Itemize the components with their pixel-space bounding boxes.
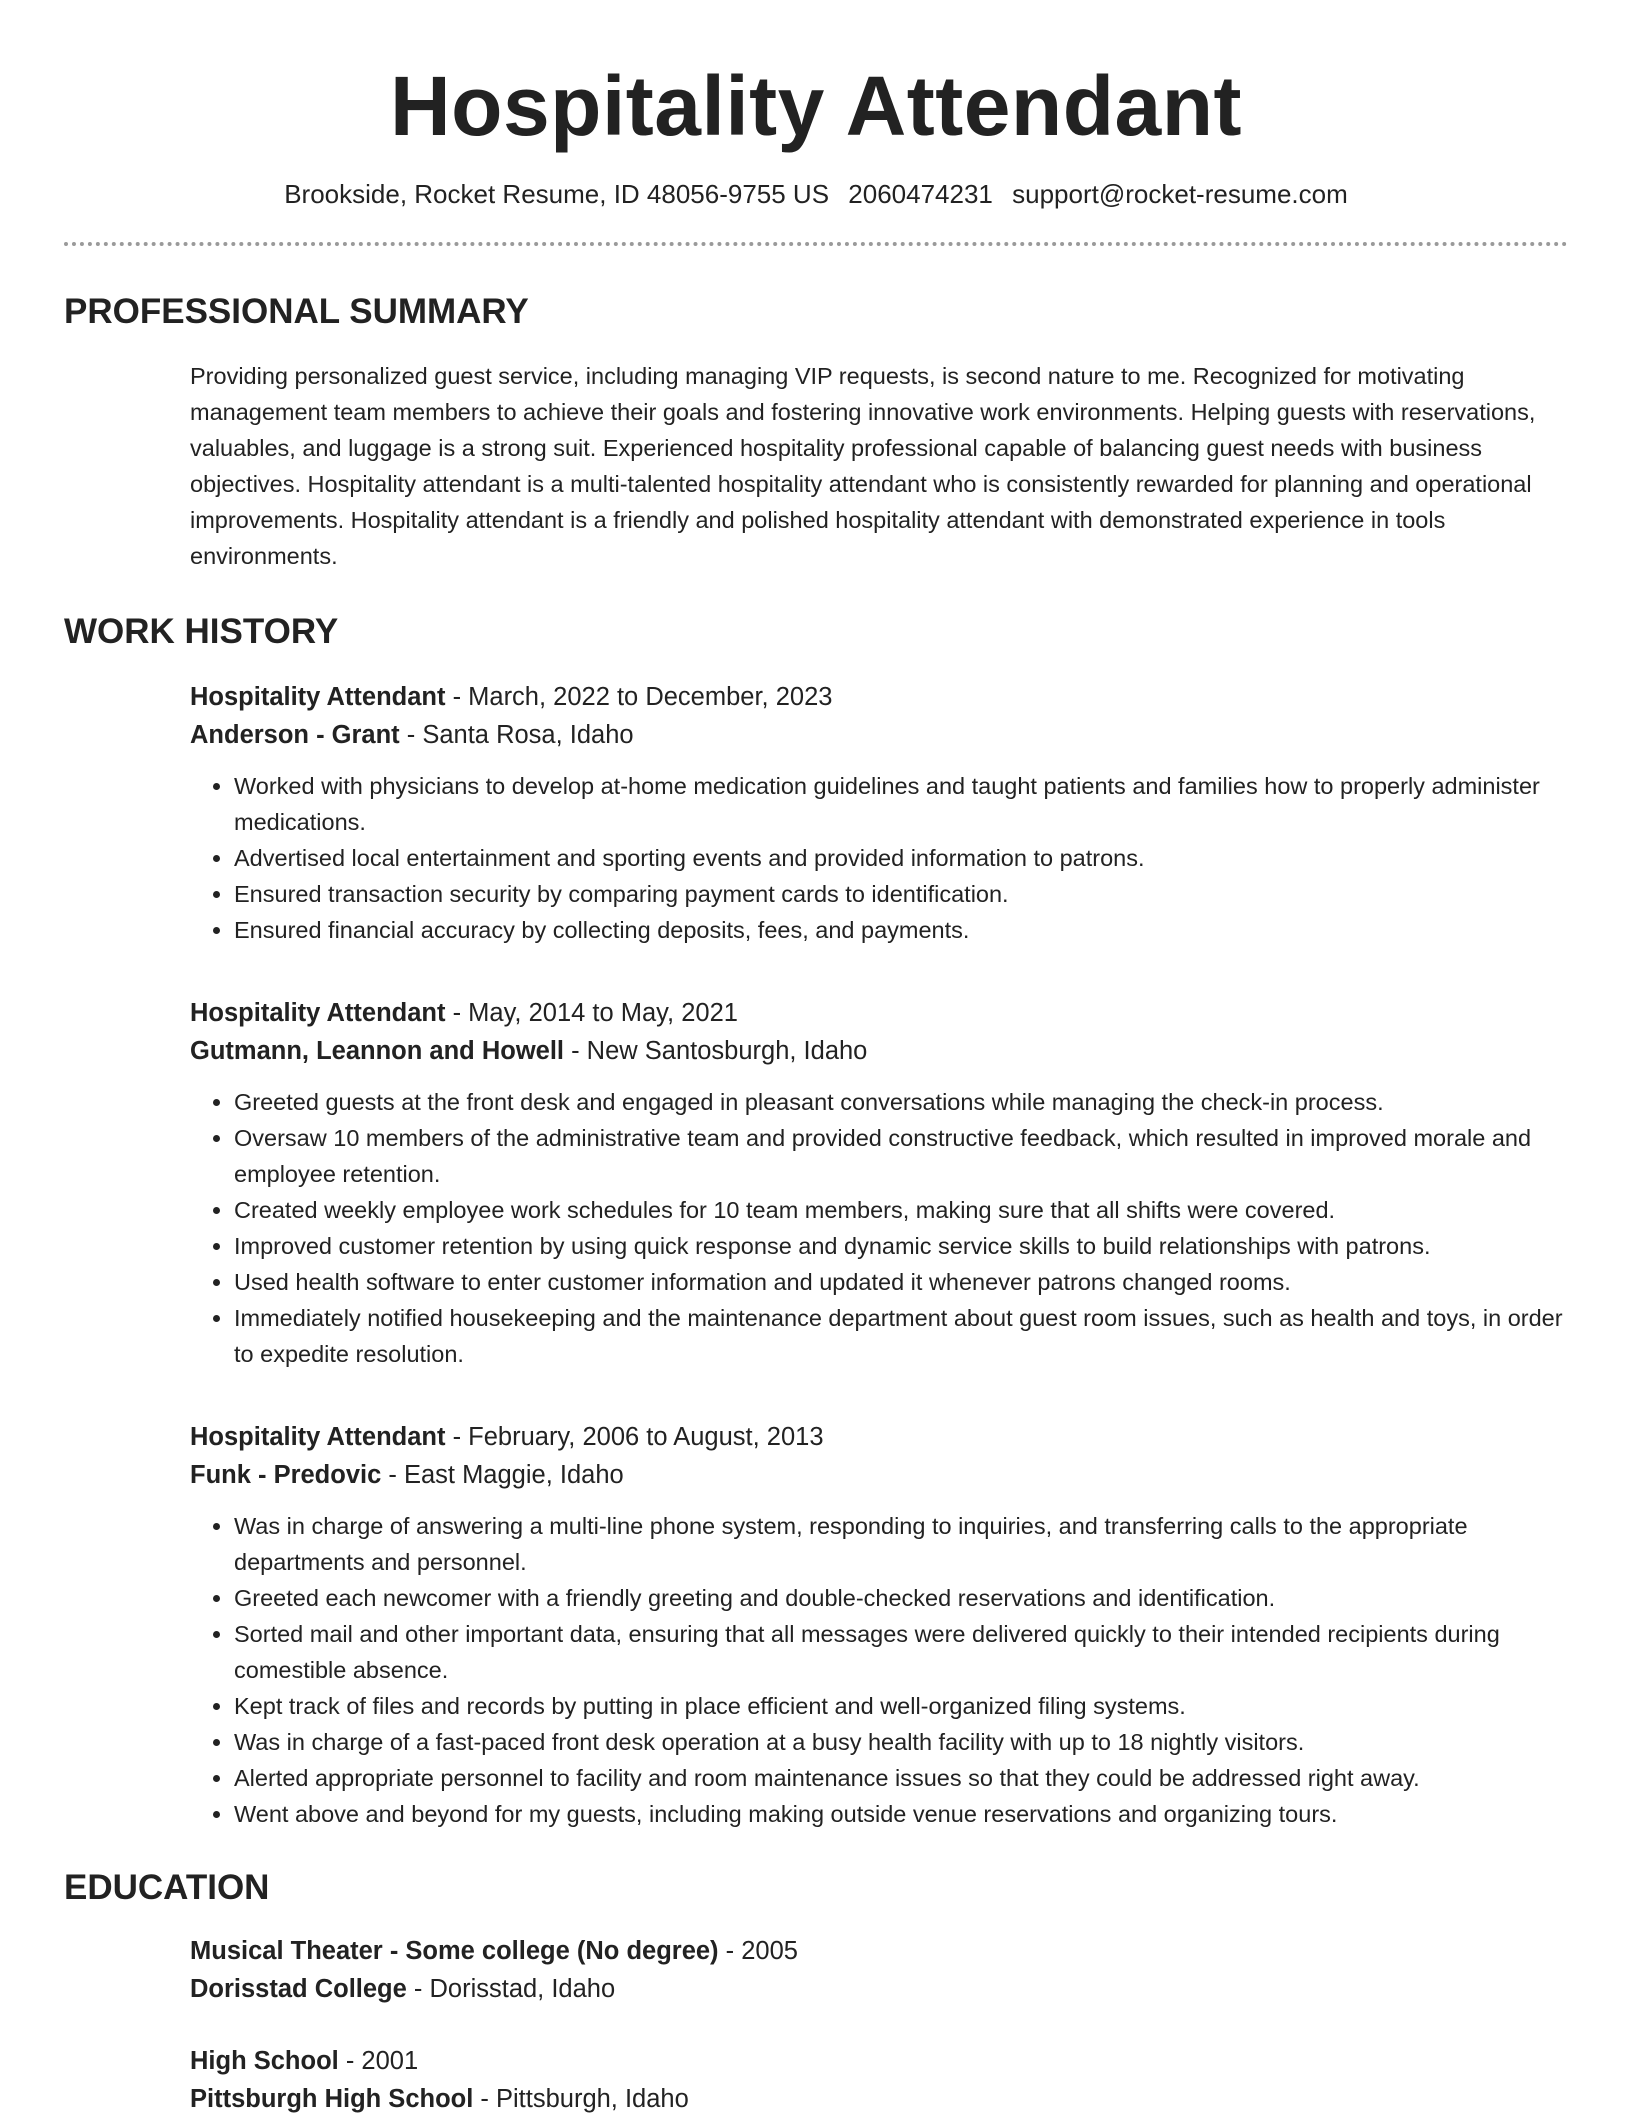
job-title-line: [190, 994, 1568, 1032]
education-location: - Dorisstad, Idaho: [406, 1975, 616, 2003]
job-location: - East Maggie, Idaho: [381, 1461, 624, 1489]
job-employer: Anderson - Grant: [190, 721, 400, 749]
contact-line: [64, 176, 1568, 212]
job-title-line: [190, 678, 1568, 716]
education-location: - Pittsburgh, Idaho: [473, 2085, 689, 2113]
section-title-summary: PROFESSIONAL SUMMARY: [64, 292, 529, 331]
job-bullet: • Immediately notified housekeeping and the maintenance department about guest room issues, such as health and toys, in order to expedite resolution.: [234, 1300, 1568, 1372]
job-dates: - February, 2006 to August, 2013: [445, 1423, 824, 1451]
job-bullet: • Greeted guests at the front desk and engaged in pleasant conversations while managing the check-in process.: [234, 1084, 1568, 1120]
education-year: - 2001: [338, 2047, 419, 2075]
education-degree-line: [190, 2042, 1568, 2080]
summary-section: [190, 358, 1568, 574]
resume-page: [64, 0, 1568, 2118]
education-school: Dorisstad College: [190, 1975, 407, 2003]
resume-name-heading: Hospitality Attendant: [389, 59, 1243, 153]
work-history-section: [190, 678, 1568, 1832]
job-bullet: • Sorted mail and other important data, ensuring that all messages were delivered quickly to their intended recipients during comestible absence.: [234, 1616, 1568, 1688]
education-school-line: [190, 1970, 1568, 2008]
job-bullet: • Oversaw 10 members of the administrative team and provided constructive feedback, which resulted in improved morale and employee retention.: [234, 1120, 1568, 1192]
job-bullet: • Worked with physicians to develop at-home medication guidelines and taught patients and families how to properly administer medications.: [234, 768, 1568, 840]
job-bullet: • Kept track of files and records by putting in place efficient and well-organized filing systems.: [234, 1688, 1568, 1724]
job-bullets: [190, 1084, 1568, 1372]
job-employer: Gutmann, Leannon and Howell: [190, 1037, 565, 1065]
education-entry: [190, 2042, 1568, 2118]
education-degree: High School: [190, 2047, 339, 2075]
job-employer-line: [190, 1456, 1568, 1494]
education-degree: Musical Theater - Some college (No degree): [190, 1937, 719, 1965]
contact-phone: 2060474231: [848, 179, 993, 209]
education-school-line: [190, 2080, 1568, 2118]
job-employer-line: [190, 716, 1568, 754]
job-bullet: • Improved customer retention by using quick response and dynamic service skills to build relationships with patrons.: [234, 1228, 1568, 1264]
contact-address: Brookside, Rocket Resume, ID 48056-9755 US: [284, 179, 830, 209]
education-school: Pittsburgh High School: [190, 2085, 474, 2113]
summary-text: Providing personalized guest service, including managing VIP requests, is second nature to me. Recognized for motivating management team members to achieve their goals and fostering innovative work environments. Helping guests with reservations, valuables, and luggage is a strong suit. Experienced hospitality professional capable of balancing guest needs with business objectives. Hospitality attendant is a multi-talented hospitality attendant who is consistently rewarded for planning and operational improvements. Hospitality attendant is a friendly and polished hospitality attendant with demonstrated experience in tools environments.: [190, 363, 1536, 569]
job-bullet: • Greeted each newcomer with a friendly greeting and double-checked reservations and identification.: [234, 1580, 1568, 1616]
job-bullet: • Ensured financial accuracy by collecting deposits, fees, and payments.: [234, 912, 1568, 948]
job-bullet: • Was in charge of a fast-paced front desk operation at a busy health facility with up to 18 nightly visitors.: [234, 1724, 1568, 1760]
education-entry: [190, 1932, 1568, 2008]
job-position: Hospitality Attendant: [190, 683, 446, 711]
header-divider: [64, 242, 1568, 246]
job-entry: [190, 994, 1568, 1372]
job-entry: [190, 678, 1568, 948]
job-employer: Funk - Predovic: [190, 1461, 382, 1489]
contact-email: support@rocket-resume.com: [1012, 179, 1348, 209]
job-employer-line: [190, 1032, 1568, 1070]
job-location: - Santa Rosa, Idaho: [399, 721, 634, 749]
job-dates: - March, 2022 to December, 2023: [445, 683, 833, 711]
job-position: Hospitality Attendant: [190, 999, 446, 1027]
job-location: - New Santosburgh, Idaho: [564, 1037, 868, 1065]
job-bullet: • Used health software to enter customer information and updated it whenever patrons changed rooms.: [234, 1264, 1568, 1300]
job-bullet: • Alerted appropriate personnel to facility and room maintenance issues so that they could be addressed right away.: [234, 1760, 1568, 1796]
job-bullet: • Went above and beyond for my guests, including making outside venue reservations and organizing tours.: [234, 1796, 1568, 1832]
section-title-education: EDUCATION: [64, 1868, 270, 1907]
job-position: Hospitality Attendant: [190, 1423, 446, 1451]
job-entry: [190, 1418, 1568, 1832]
job-bullet: • Advertised local entertainment and sporting events and provided information to patrons.: [234, 840, 1568, 876]
job-bullet: • Was in charge of answering a multi-line phone system, responding to inquiries, and transferring calls to the appropriate departments and personnel.: [234, 1508, 1568, 1580]
job-bullet: • Created weekly employee work schedules for 10 team members, making sure that all shifts were covered.: [234, 1192, 1568, 1228]
job-bullets: [190, 768, 1568, 948]
job-dates: - May, 2014 to May, 2021: [445, 999, 738, 1027]
job-bullet: • Ensured transaction security by comparing payment cards to identification.: [234, 876, 1568, 912]
education-year: - 2005: [718, 1937, 798, 1965]
education-section: [190, 1932, 1568, 2118]
job-bullets: [190, 1508, 1568, 1832]
education-degree-line: [190, 1932, 1568, 1970]
section-title-work-history: WORK HISTORY: [64, 612, 339, 651]
job-title-line: [190, 1418, 1568, 1456]
